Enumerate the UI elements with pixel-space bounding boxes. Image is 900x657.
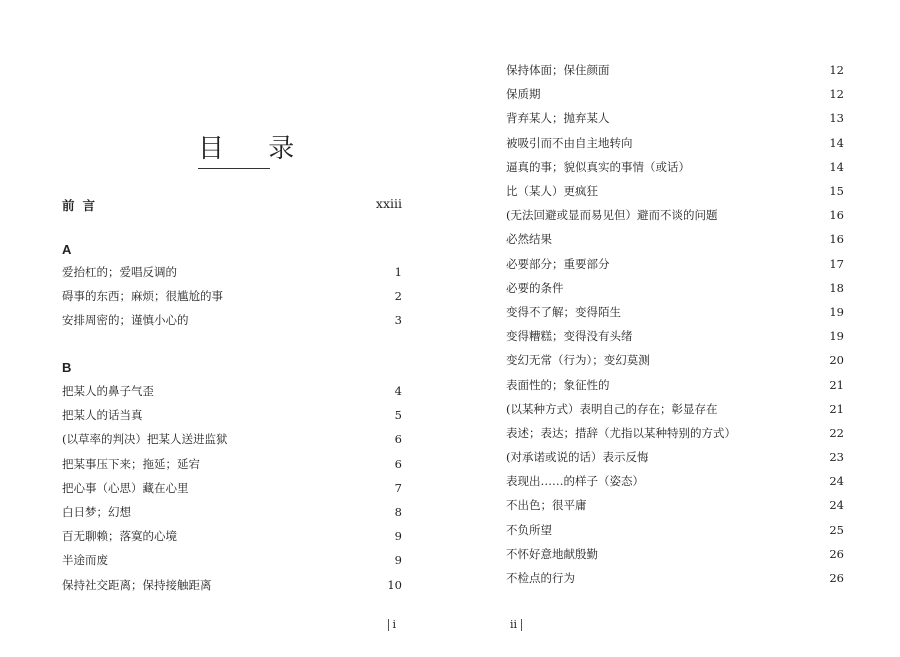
toc-entry-text: 表面性的；象征性的: [506, 377, 610, 392]
toc-entry-page: 9: [394, 553, 402, 568]
toc-entry-text: 保持社交距离；保持接触距离: [62, 577, 212, 592]
toc-entry[interactable]: [506, 179, 844, 203]
toc-entry-page: 9: [394, 529, 402, 544]
toc-entry-text: 不怀好意地献殷勤: [506, 546, 598, 561]
toc-entry-text: (以某种方式）表明自己的存在；彰显存在: [506, 401, 718, 416]
toc-entry[interactable]: [62, 379, 402, 403]
toc-entry[interactable]: [506, 421, 844, 445]
toc-entry-page: 12: [829, 63, 844, 78]
section-b-entries: [62, 379, 402, 597]
toc-entry-text: 白日梦；幻想: [62, 505, 131, 520]
toc-entry-text: 表现出……的样子（姿态）: [506, 474, 644, 489]
toc-entry[interactable]: [62, 284, 402, 308]
toc-entry-page: 5: [394, 408, 402, 423]
toc-entry-text: 把某人的话当真: [62, 408, 143, 423]
toc-entry[interactable]: [62, 548, 402, 572]
toc-entry-text: 把某人的鼻子气歪: [62, 384, 154, 399]
preface-page: xxiii: [375, 196, 402, 211]
toc-entry[interactable]: [506, 276, 844, 300]
section-letter-b: B: [62, 360, 72, 375]
toc-entry-text: 必要部分；重要部分: [506, 256, 610, 271]
toc-entry-text: 安排周密的；谨慎小心的: [62, 313, 189, 328]
toc-entry-text: 比（某人）更疯狂: [506, 184, 598, 199]
toc-entry-page: 16: [829, 232, 844, 247]
toc-entry-page: 7: [394, 480, 402, 495]
section-a-entries: [62, 260, 402, 333]
toc-entry-page: 17: [829, 256, 844, 271]
toc-entry[interactable]: [506, 131, 844, 155]
preface-entry[interactable]: [62, 196, 402, 214]
toc-entry[interactable]: [506, 324, 844, 348]
toc-entry[interactable]: [506, 493, 844, 517]
toc-entry[interactable]: [506, 58, 844, 82]
toc-entry-page: 6: [394, 456, 402, 471]
toc-entry-text: 变得不了解；变得陌生: [506, 304, 621, 319]
toc-title: 目 录: [198, 128, 270, 169]
toc-entry[interactable]: [506, 542, 844, 566]
toc-entry-page: 12: [829, 87, 844, 102]
toc-entry-page: 19: [829, 304, 844, 319]
right-folio: [510, 618, 522, 631]
left-folio-number: i: [392, 618, 397, 631]
toc-entry-page: 21: [829, 401, 844, 416]
toc-entry[interactable]: [506, 445, 844, 469]
toc-entry-text: 碍事的东西；麻烦；很尴尬的事: [62, 289, 223, 304]
folio-divider: [521, 619, 522, 631]
toc-entry-page: 18: [829, 280, 844, 295]
toc-entry[interactable]: [506, 566, 844, 590]
toc-entry-text: 不负所望: [506, 522, 552, 537]
right-page: [450, 0, 900, 657]
toc-entry-page: 4: [394, 384, 402, 399]
toc-entry-page: 15: [829, 184, 844, 199]
toc-entry[interactable]: [62, 260, 402, 284]
toc-entry-text: 逼真的事；貌似真实的事情（或话）: [506, 159, 690, 174]
toc-entry-page: 19: [829, 329, 844, 344]
toc-entry-text: 被吸引而不由自主地转向: [506, 135, 633, 150]
toc-entry-page: 1: [394, 265, 402, 280]
toc-entry-page: 22: [829, 425, 844, 440]
toc-entry[interactable]: [62, 452, 402, 476]
section-letter-a: A: [62, 242, 72, 257]
toc-entry-text: 背弃某人；抛弃某人: [506, 111, 610, 126]
toc-entry[interactable]: [62, 573, 402, 597]
toc-entry[interactable]: [62, 524, 402, 548]
toc-entry-page: 21: [829, 377, 844, 392]
toc-entry-page: 16: [829, 208, 844, 223]
toc-entry-text: (无法回避或显而易见但）避而不谈的问题: [506, 208, 718, 223]
toc-entry-page: 24: [829, 498, 844, 513]
toc-entry-page: 20: [829, 353, 844, 368]
toc-entry[interactable]: [62, 500, 402, 524]
preface-label: 前言: [62, 198, 104, 213]
left-folio: [388, 618, 396, 631]
toc-entry-page: 26: [829, 546, 844, 561]
toc-entry-text: 必然结果: [506, 232, 552, 247]
toc-entry[interactable]: [62, 427, 402, 451]
toc-entry[interactable]: [506, 203, 844, 227]
toc-entry[interactable]: [62, 476, 402, 500]
toc-entry-text: 必要的条件: [506, 280, 564, 295]
toc-entry-text: 变得糟糕；变得没有头绪: [506, 329, 633, 344]
toc-entry-page: 25: [829, 522, 844, 537]
toc-entry[interactable]: [506, 469, 844, 493]
toc-entry[interactable]: [506, 252, 844, 276]
toc-entry-page: 14: [829, 135, 844, 150]
toc-entry-page: 24: [829, 474, 844, 489]
toc-entry-text: 把某事压下来；拖延；延宕: [62, 456, 200, 471]
toc-entry-page: 13: [829, 111, 844, 126]
toc-entry-text: 百无聊赖；落寞的心境: [62, 529, 177, 544]
folio-divider: [388, 619, 389, 631]
toc-entry[interactable]: [506, 227, 844, 251]
toc-entry-page: 8: [394, 505, 402, 520]
toc-entry[interactable]: [506, 106, 844, 130]
toc-entry-page: 6: [394, 432, 402, 447]
right-folio-number: ii: [510, 618, 518, 631]
toc-entry-text: 爱抬杠的；爱唱反调的: [62, 265, 177, 280]
toc-entry-text: (对承诺或说的话）表示反悔: [506, 450, 649, 465]
toc-entry[interactable]: [62, 308, 402, 332]
toc-entry-text: 变幻无常（行为）；变幻莫测: [506, 353, 650, 368]
toc-entry-page: 10: [387, 577, 402, 592]
toc-entry-page: 23: [829, 450, 844, 465]
toc-entry-page: 2: [394, 289, 402, 304]
right-page-entries: [506, 58, 844, 590]
toc-entry-text: 不检点的行为: [506, 571, 575, 586]
toc-entry[interactable]: [506, 518, 844, 542]
toc-entry[interactable]: [506, 372, 844, 396]
toc-entry-text: 半途而废: [62, 553, 108, 568]
toc-entry-page: 14: [829, 159, 844, 174]
toc-entry-text: 保持体面；保住颜面: [506, 63, 610, 78]
toc-entry[interactable]: [506, 397, 844, 421]
toc-entry[interactable]: [506, 155, 844, 179]
toc-entry-text: (以草率的判决）把某人送进监狱: [62, 432, 228, 447]
toc-entry-text: 表述；表达；措辞（尤指以某种特别的方式）: [506, 425, 736, 440]
toc-entry-text: 不出色；很平庸: [506, 498, 587, 513]
toc-entry-page: 26: [829, 571, 844, 586]
toc-entry[interactable]: [62, 403, 402, 427]
toc-entry[interactable]: [506, 300, 844, 324]
toc-entry-text: 保质期: [506, 87, 541, 102]
toc-entry-text: 把心事（心思）藏在心里: [62, 480, 189, 495]
toc-entry[interactable]: [506, 82, 844, 106]
toc-entry-page: 3: [394, 313, 402, 328]
toc-entry[interactable]: [506, 348, 844, 372]
